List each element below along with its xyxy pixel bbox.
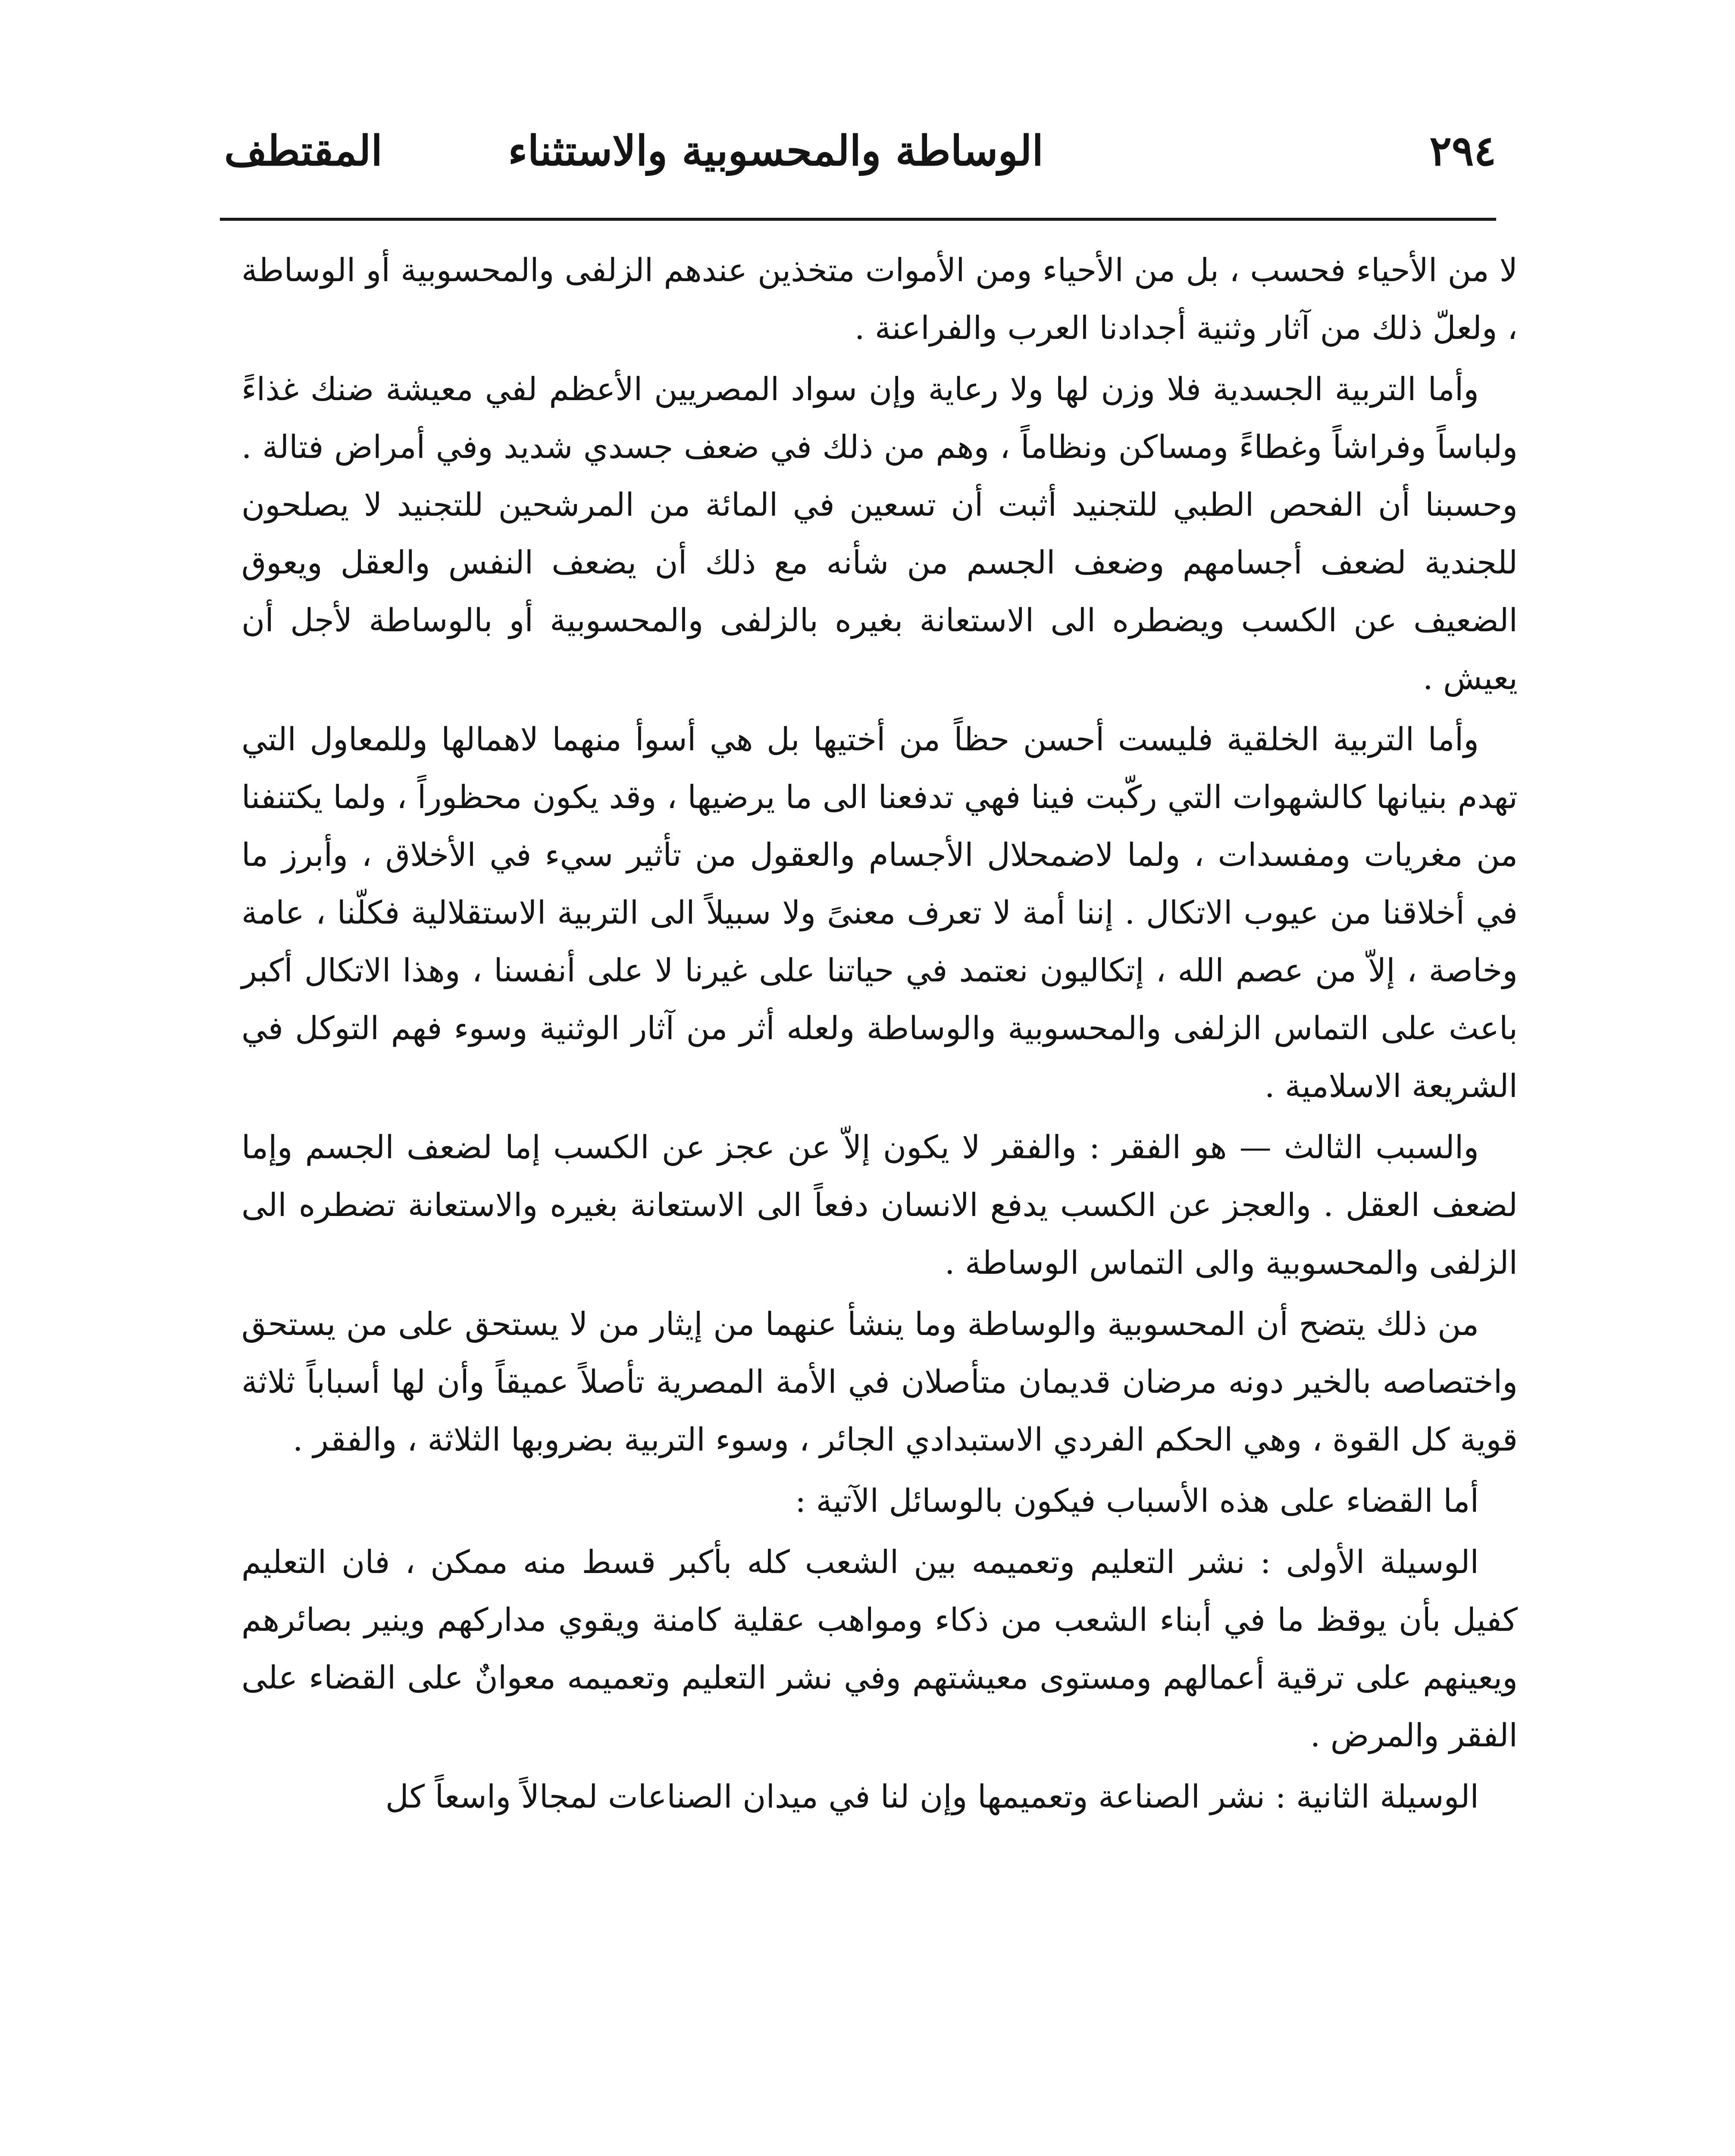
paragraph-third-cause-poverty: والسبب الثالث — هو الفقر : والفقر لا يكون إلاّ عن عجز عن الكسب إما لضعف الجسم وإما لضعف العقل . والعجز عن الكسب يدفع الانسان دفعاً الى الاستعانة بغيره والاستعانة تضطره الى الزلفى والمحسوبية والى التماس الوساطة . <box>241 1129 1518 1282</box>
journal-name: المقتطف <box>224 126 383 175</box>
paragraph-second-means: الوسيلة الثانية : نشر الصناعة وتعميمها وإن لنا في ميدان الصناعات لمجالاً واسعاً كل <box>385 1778 1479 1815</box>
paragraph-first-means: الوسيلة الأولى : نشر التعليم وتعميمه بين الشعب كله بأكبر قسط منه ممكن ، فان التعليم كفيل بأن يوقظ ما في أبناء الشعب من ذكاء ومواهب عقلية كامنة ويقوي مداركهم وينير بصائرهم ويعينهم على ترقية أعمالهم ومستوى معيشتهم وفي نشر التعليم وتعميمه معوانٌ على القضاء على الفقر والمرض . <box>241 1544 1518 1754</box>
page-header <box>224 112 1496 190</box>
running-title: الوساطة والمحسوبية والاستثناء <box>508 126 1043 175</box>
paragraph-moral-education: وأما التربية الخلقية فليست أحسن حظاً من أختيها بل هي أسوأ منهما لاهمالها وللمعاول التي تهدم بنيانها كالشهوات التي ركّبت فينا فهي تدفعنا الى ما يرضيها ، وقد يكون محظوراً ، ولما يكتنفنا من مغريات ومفسدات ، ولما لاضمحلال الأجسام والعقول من تأثير سيء في الأخلاق ، وأبرز ما في أخلاقنا من عيوب الاتكال . إننا أمة لا تعرف معنىً ولا سبيلاً الى التربية الاستقلالية فكلّنا ، عامة وخاصة ، إلاّ من عصم الله ، إتكاليون نعتمد في حياتنا على غيرنا لا على أنفسنا ، وهذا الاتكال أكبر باعث على التماس الزلفى والمحسوبية والوساطة ولعله أثر من آثار الوثنية وسوء فهم التوكل في الشريعة الاسلامية . <box>241 721 1518 1105</box>
paragraph-physical-education: وأما التربية الجسدية فلا وزن لها ولا رعاية وإن سواد المصريين الأعظم لفي معيشة ضنك غذاءً ولباساً وفراشاً وغطاءً ومساكن ونظاماً ، وهم من ذلك في ضعف جسدي شديد وفي أمراض فتالة . وحسبنا أن الفحص الطبي للتجنيد أثبت أن تسعين في المائة من المرشحين للتجنيد لا يصلحون للجندية لضعف أجسامهم وضعف الجسم من شأنه مع ذلك أن يضعف النفس والعقل ويعوق الضعيف عن الكسب ويضطره الى الاستعانة بغيره بالزلفى والمحسوبية أو بالوساطة لأجل أن يعيش . <box>241 371 1518 697</box>
article-body <box>241 241 1518 1829</box>
page-number: ٢٩٤ <box>1429 126 1496 175</box>
header-rule <box>220 218 1496 221</box>
paragraph-conclusion: من ذلك يتضح أن المحسوبية والوساطة وما ينشأ عنهما من إيثار من لا يستحق على من يستحق واختصاصه بالخير دونه مرضان قديمان متأصلان في الأمة المصرية تأصلاً عميقاً وأن لها أسباباً ثلاثة قوية كل القوة ، وهي الحكم الفردي الاستبدادي الجائر ، وسوء التربية بضروبها الثلاثة ، والفقر . <box>241 1306 1518 1458</box>
paragraph-remedies-intro: أما القضاء على هذه الأسباب فيكون بالوسائل الآتية : <box>795 1482 1479 1520</box>
paragraph-continuation: لا من الأحياء فحسب ، بل من الأحياء ومن الأموات متخذين عندهم الزلفى والمحسوبية أو الوساطة ، ولعلّ ذلك من آثار وثنية أجدادنا العرب والفراعنة . <box>241 252 1518 347</box>
